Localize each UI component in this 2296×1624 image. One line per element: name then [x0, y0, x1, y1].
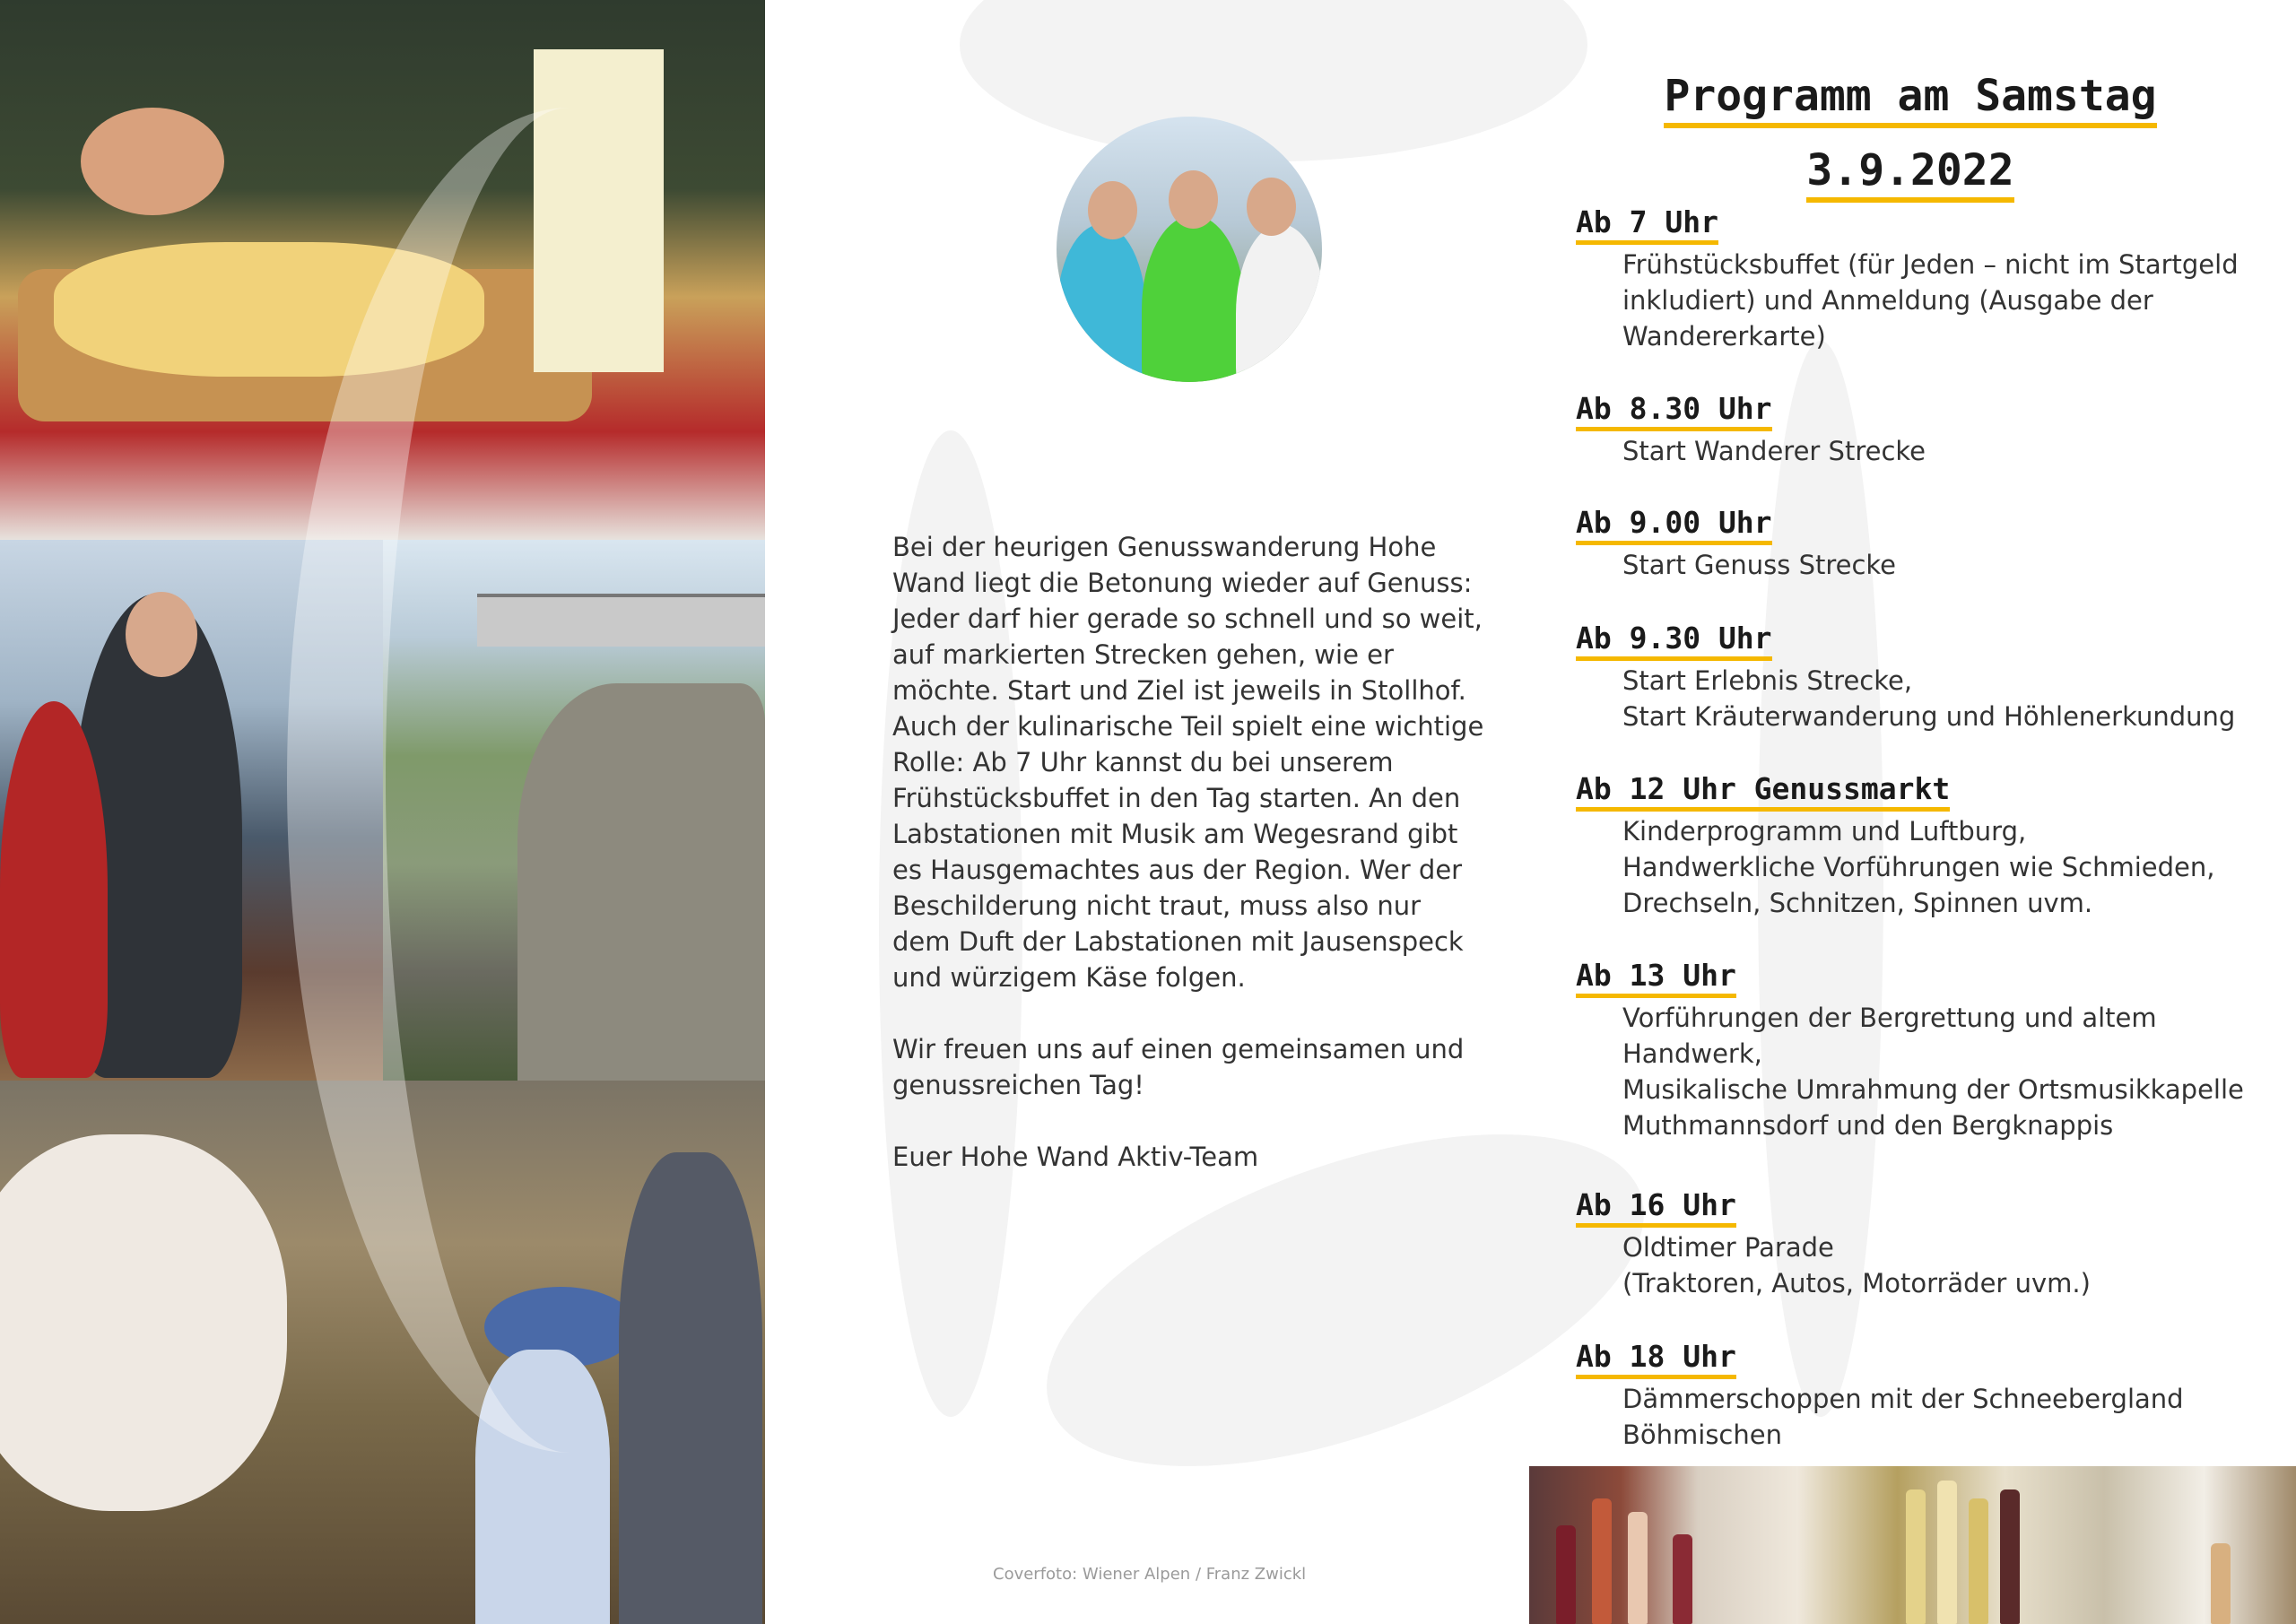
intro-paragraph: Bei der heurigen Genusswanderung Hohe Wand liegt die Betonung wieder auf Genuss: Jeder darf hier gerade so schnell und so weit, auf markierten Strecken gehen, wie er möchte. Start und Ziel ist jeweils in Stollhof. Auch der kulinarische Teil spielt eine wichtige Rolle: Ab 7 Uhr kannst du bei unserem Frühstücksbuffet in den Tag starten. An den Labstationen mit Musik am Wegesrand gibt es Hausgemachtes aus der Region. Wer der Beschilderung nicht traut, muss also nur dem Duft der Labstationen mit Jausenspeck und würzigem Käse folgen. — [892, 532, 1484, 993]
entry-line: Vorführungen der Bergrettung und altem — [1622, 1003, 2157, 1033]
program-entry — [1576, 958, 2275, 1143]
entry-line: Dämmerschoppen mit der Schneebergland — [1622, 1384, 2184, 1414]
entry-time: Ab 16 Uhr — [1576, 1187, 1736, 1228]
entry-description — [1622, 1381, 2275, 1453]
bottle — [1969, 1498, 1988, 1624]
entry-line: Oldtimer Parade — [1622, 1232, 1834, 1263]
entry-description — [1622, 813, 2275, 921]
entry-line: Muthmannsdorf und den Bergknappis — [1622, 1110, 2114, 1141]
hand — [81, 108, 224, 215]
bottle — [2211, 1543, 2231, 1624]
team-member-1 — [1057, 224, 1146, 382]
intro-text — [892, 529, 1484, 1211]
entry-line: Kinderprogramm und Luftburg, — [1622, 816, 2027, 847]
entry-description — [1622, 663, 2275, 734]
program-entry — [1576, 771, 2275, 921]
entry-time: Ab 8.30 Uhr — [1576, 391, 1772, 431]
entry-time: Ab 18 Uhr — [1576, 1339, 1736, 1379]
entry-line: Musikalische Umrahmung der Ortsmusikkapelle — [1622, 1074, 2244, 1105]
bottle — [1937, 1481, 1957, 1624]
entry-line: Handwerk, — [1622, 1038, 1762, 1069]
bottle — [1906, 1489, 1926, 1624]
program-entry — [1576, 1339, 2275, 1453]
entry-line: Wandererkarte) — [1622, 321, 1826, 352]
hiker-head — [126, 592, 197, 677]
bottle — [2000, 1489, 2020, 1624]
team-member-2 — [1142, 215, 1245, 382]
entry-line: Handwerkliche Vorführungen wie Schmieden, — [1622, 852, 2215, 882]
entry-line: Start Kräuterwanderung und Höhlenerkundung — [1622, 701, 2236, 732]
program-entry — [1576, 505, 2275, 583]
entry-description — [1622, 433, 2275, 469]
program-entry — [1576, 391, 2275, 469]
entry-description — [1622, 1229, 2275, 1301]
entry-line: inkludiert) und Anmeldung (Ausgabe der — [1622, 285, 2153, 316]
bottle — [1673, 1534, 1692, 1624]
team-head-2 — [1169, 170, 1218, 229]
hiker-woman — [0, 701, 108, 1078]
team-member-3 — [1236, 224, 1322, 382]
entry-line: Start Wanderer Strecke — [1622, 436, 1926, 466]
team-photo — [1057, 117, 1322, 382]
team-head-3 — [1247, 178, 1296, 236]
cow — [0, 1134, 287, 1511]
entry-line: Frühstücksbuffet (für Jeden – nicht im Startgeld — [1622, 249, 2239, 280]
program-title-line2: 3.9.2022 — [1806, 143, 2013, 203]
entry-description — [1622, 547, 2275, 583]
entry-description — [1622, 1000, 2275, 1143]
entry-time: Ab 12 Uhr Genussmarkt — [1576, 771, 1950, 812]
photo-genussmarkt — [1529, 1466, 2296, 1624]
entry-time: Ab 13 Uhr — [1576, 958, 1736, 998]
program-entry — [1576, 621, 2275, 734]
intro-closing: Wir freuen uns auf einen gemeinsamen und genussreichen Tag! — [892, 1034, 1465, 1100]
watermark-stroke — [960, 0, 1587, 161]
intro-signature: Euer Hohe Wand Aktiv-Team — [892, 1142, 1259, 1172]
program-title — [1525, 63, 2296, 212]
bottle — [1628, 1512, 1648, 1624]
entry-description — [1622, 247, 2275, 354]
entry-line: Start Erlebnis Strecke, — [1622, 665, 1913, 696]
entry-line: Start Genuss Strecke — [1622, 550, 1897, 580]
entry-line: Böhmischen — [1622, 1420, 1782, 1450]
program-entry — [1576, 204, 2275, 354]
bottle — [1556, 1525, 1576, 1624]
entry-time: Ab 9.00 Uhr — [1576, 505, 1772, 545]
program-title-line1: Programm am Samstag — [1664, 69, 2156, 128]
team-head-1 — [1088, 181, 1137, 239]
entry-line: Drechseln, Schnitzen, Spinnen uvm. — [1622, 888, 2093, 918]
photo-credit: Coverfoto: Wiener Alpen / Franz Zwickl — [993, 1565, 1307, 1584]
entry-time: Ab 9.30 Uhr — [1576, 621, 1772, 661]
photo-collage — [0, 0, 765, 1624]
entry-time: Ab 7 Uhr — [1576, 204, 1718, 245]
bottle — [1592, 1498, 1612, 1624]
entry-line: (Traktoren, Autos, Motorräder uvm.) — [1622, 1268, 2091, 1298]
program-entry — [1576, 1187, 2275, 1301]
